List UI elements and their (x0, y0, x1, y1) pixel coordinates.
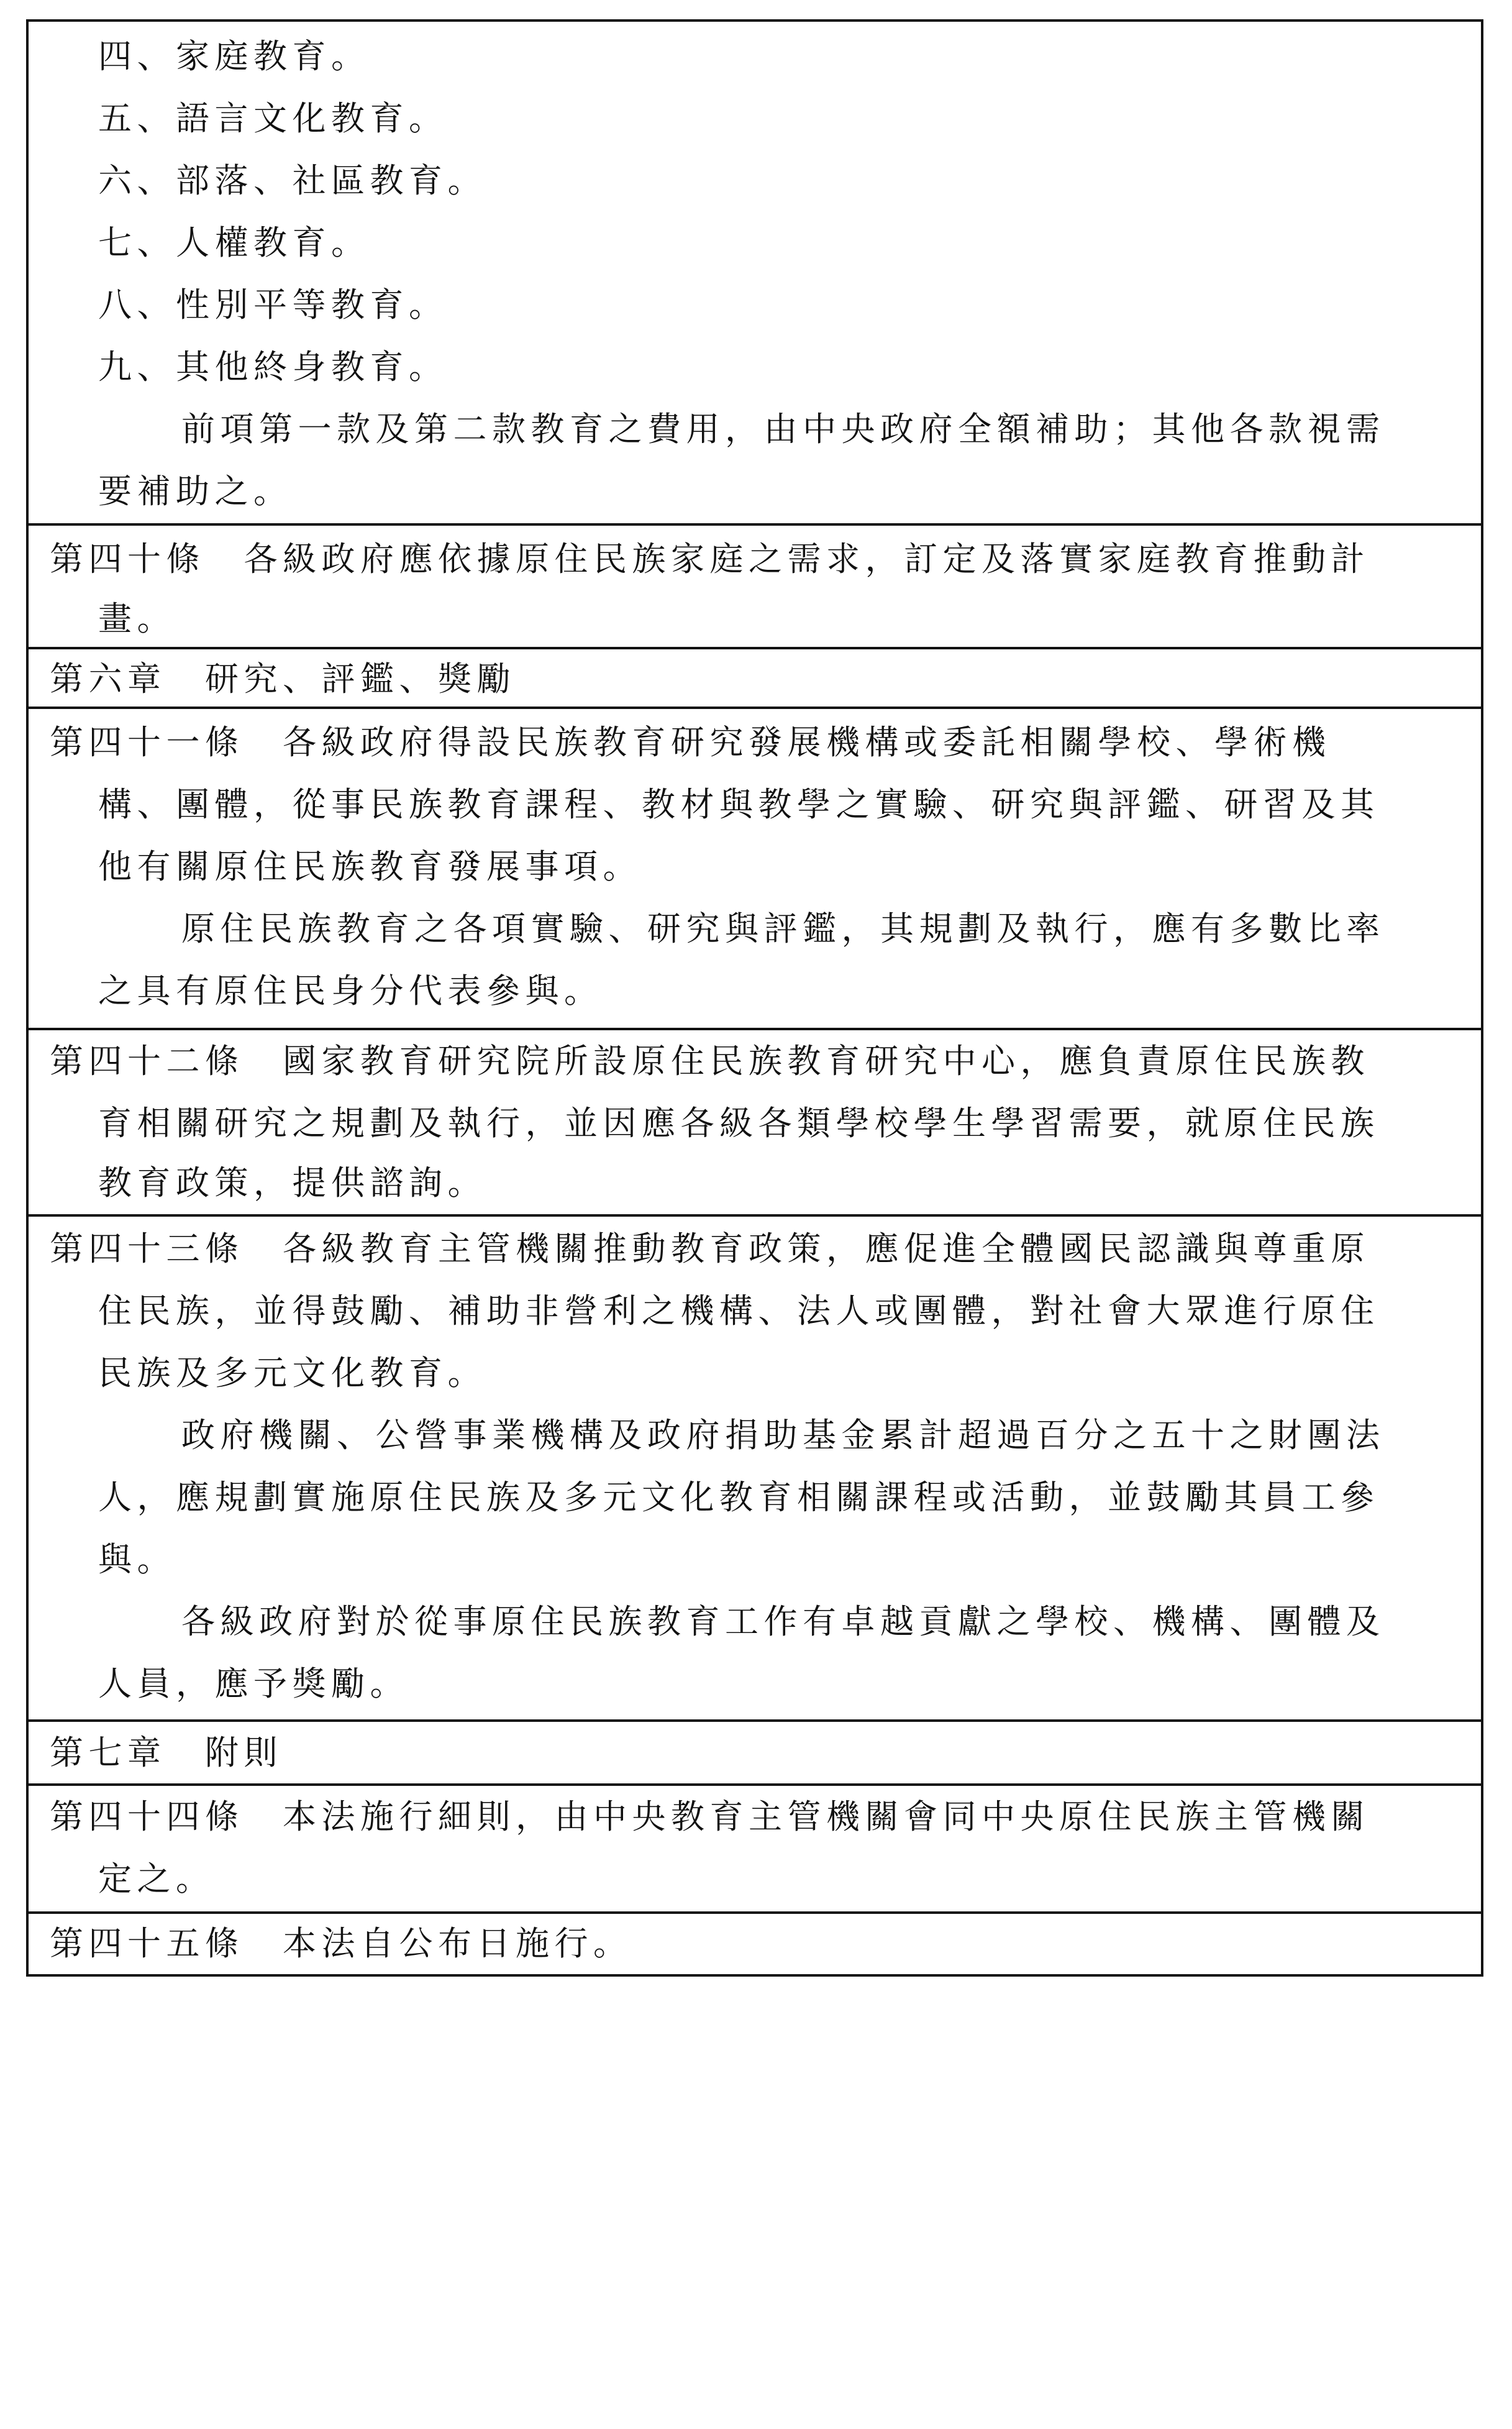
row-chapter-6 (29, 647, 1481, 707)
article-heading-line: 第四十五條 本法自公布日施行。 (50, 1924, 632, 1963)
paragraph-line: 人員，應予獎勵。 (98, 1664, 409, 1703)
row-article-41 (29, 707, 1481, 1028)
paragraph-line: 原住民族教育之各項實驗、研究與評鑑，其規劃及執行，應有多數比率 (181, 909, 1385, 948)
chapter-heading: 第七章 附則 (50, 1733, 283, 1772)
paragraph-line: 他有關原住民族教育發展事項。 (98, 847, 642, 886)
paragraph-line: 前項第一款及第二款教育之費用，由中央政府全額補助；其他各款視需 (181, 409, 1385, 449)
list-item-9: 九、其他終身教育。 (98, 347, 448, 387)
paragraph-line: 人，應規劃實施原住民族及多元文化教育相關課程或活動，並鼓勵其員工參 (98, 1478, 1380, 1517)
row-article-43 (29, 1214, 1481, 1719)
row-article-44 (29, 1783, 1481, 1911)
list-item-8: 八、性別平等教育。 (98, 285, 448, 324)
chapter-heading: 第六章 研究、評鑑、獎勵 (50, 659, 516, 698)
article-heading-line: 第四十三條 各級教育主管機關推動教育政策，應促進全體國民認識與尊重原 (50, 1229, 1370, 1268)
article-heading-line: 第四十一條 各級政府得設民族教育研究發展機構或委託相關學校、學術機 (50, 723, 1331, 762)
article-heading-line: 第四十二條 國家教育研究院所設原住民族教育研究中心，應負責原住民族教 (50, 1041, 1370, 1081)
paragraph-line: 育相關研究之規劃及執行，並因應各級各類學校學生學習需要，就原住民族 (98, 1104, 1380, 1143)
paragraph-line: 政府機關、公營事業機構及政府捐助基金累計超過百分之五十之財團法 (181, 1416, 1385, 1455)
article-heading-line: 第四十條 各級政府應依據原住民族家庭之需求，訂定及落實家庭教育推動計 (50, 539, 1370, 579)
list-item-4: 四、家庭教育。 (98, 37, 370, 76)
paragraph-line: 要補助之。 (98, 472, 293, 511)
law-text-table (26, 19, 1483, 1977)
row-article-40 (29, 523, 1481, 647)
paragraph-line: 民族及多元文化教育。 (98, 1353, 486, 1393)
paragraph-line: 與。 (98, 1540, 176, 1579)
paragraph-line: 畫。 (98, 599, 176, 638)
list-item-7: 七、人權教育。 (98, 223, 370, 262)
paragraph-line: 定之。 (98, 1859, 215, 1898)
paragraph-line: 住民族，並得鼓勵、補助非營利之機構、法人或團體，對社會大眾進行原住 (98, 1291, 1380, 1330)
row-article-42 (29, 1028, 1481, 1214)
article-heading-line: 第四十四條 本法施行細則，由中央教育主管機關會同中央原住民族主管機關 (50, 1797, 1370, 1836)
list-item-5: 五、語言文化教育。 (98, 99, 448, 138)
paragraph-line: 各級政府對於從事原住民族教育工作有卓越貢獻之學校、機構、團體及 (181, 1602, 1385, 1641)
row-chapter-7 (29, 1719, 1481, 1783)
list-item-6: 六、部落、社區教育。 (98, 161, 486, 200)
paragraph-line: 構、團體，從事民族教育課程、教材與教學之實驗、研究與評鑑、研習及其 (98, 785, 1380, 824)
paragraph-line: 之具有原住民身分代表參與。 (98, 971, 603, 1010)
row-article-45 (29, 1911, 1481, 1974)
paragraph-line: 教育政策，提供諮詢。 (98, 1163, 486, 1202)
row-continuation-items (29, 22, 1481, 523)
